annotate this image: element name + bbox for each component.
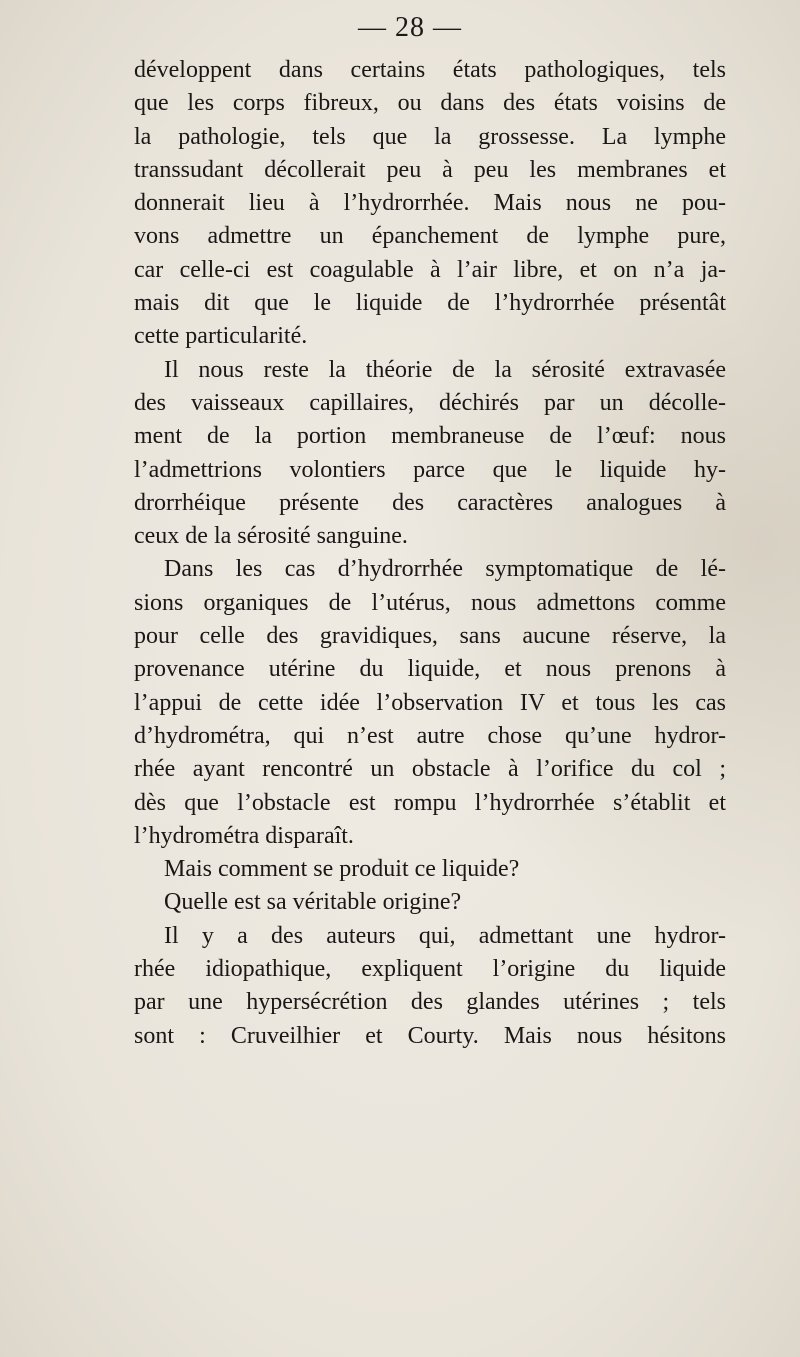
text-line: l’appui de cette idée l’observation IV et tous les cas bbox=[134, 689, 726, 716]
text-line: provenance utérine du liquide, et nous prenons à bbox=[134, 656, 726, 683]
text-line: sions organiques de l’utérus, nous admettons comme bbox=[134, 589, 726, 616]
text-line: Mais comment se produit ce liquide? bbox=[164, 856, 520, 883]
body-text bbox=[134, 54, 726, 1053]
text-line: que les corps fibreux, ou dans des états voisins de bbox=[134, 90, 726, 117]
text-line: sont : Cruveilhier et Courty. Mais nous hésitons bbox=[134, 1022, 726, 1049]
text-line: donnerait lieu à l’hydrorrhée. Mais nous ne pou- bbox=[134, 190, 726, 217]
text-line: rhée ayant rencontré un obstacle à l’orifice du col ; bbox=[134, 756, 726, 783]
text-line: développent dans certains états pathologiques, tels bbox=[134, 57, 726, 83]
page-number: — 28 — bbox=[358, 12, 462, 43]
text-line: pour celle des gravidiques, sans aucune réserve, la bbox=[134, 623, 726, 650]
text-line: l’hydrométra disparaît. bbox=[134, 822, 354, 849]
text-line: dès que l’obstacle est rompu l’hydrorrhée s’établit et bbox=[134, 789, 726, 816]
text-line: par une hypersécrétion des glandes utérines ; tels bbox=[134, 989, 726, 1016]
text-line: Dans les cas d’hydrorrhée symptomatique de lé- bbox=[164, 556, 726, 583]
text-line: transsudant décollerait peu à peu les membranes et bbox=[134, 156, 726, 183]
text-line: ceux de la sérosité sanguine. bbox=[134, 523, 408, 550]
text-line: l’admettrions volontiers parce que le liquide hy- bbox=[134, 456, 726, 483]
text-line: rhée idiopathique, expliquent l’origine du liquide bbox=[134, 956, 726, 983]
text-line: drorrhéique présente des caractères analogues à bbox=[134, 489, 726, 516]
text-line: d’hydrométra, qui n’est autre chose qu’une hydror- bbox=[134, 722, 726, 749]
text-line: Il nous reste la théorie de la sérosité extravasée bbox=[164, 356, 726, 383]
text-line: cette particularité. bbox=[134, 323, 308, 350]
text-line: car celle-ci est coagulable à l’air libre, et on n’a ja- bbox=[134, 256, 726, 283]
text-line: des vaisseaux capillaires, déchirés par un décolle- bbox=[134, 389, 726, 416]
text-line: vons admettre un épanchement de lymphe pure, bbox=[134, 223, 726, 250]
text-line: la pathologie, tels que la grossesse. La lymphe bbox=[134, 123, 726, 150]
text-line: Quelle est sa véritable origine? bbox=[164, 889, 462, 916]
text-line: Il y a des auteurs qui, admettant une hydror- bbox=[164, 922, 726, 949]
text-line: mais dit que le liquide de l’hydrorrhée présentât bbox=[134, 290, 726, 317]
text-line: ment de la portion membraneuse de l’œuf: nous bbox=[134, 423, 726, 450]
